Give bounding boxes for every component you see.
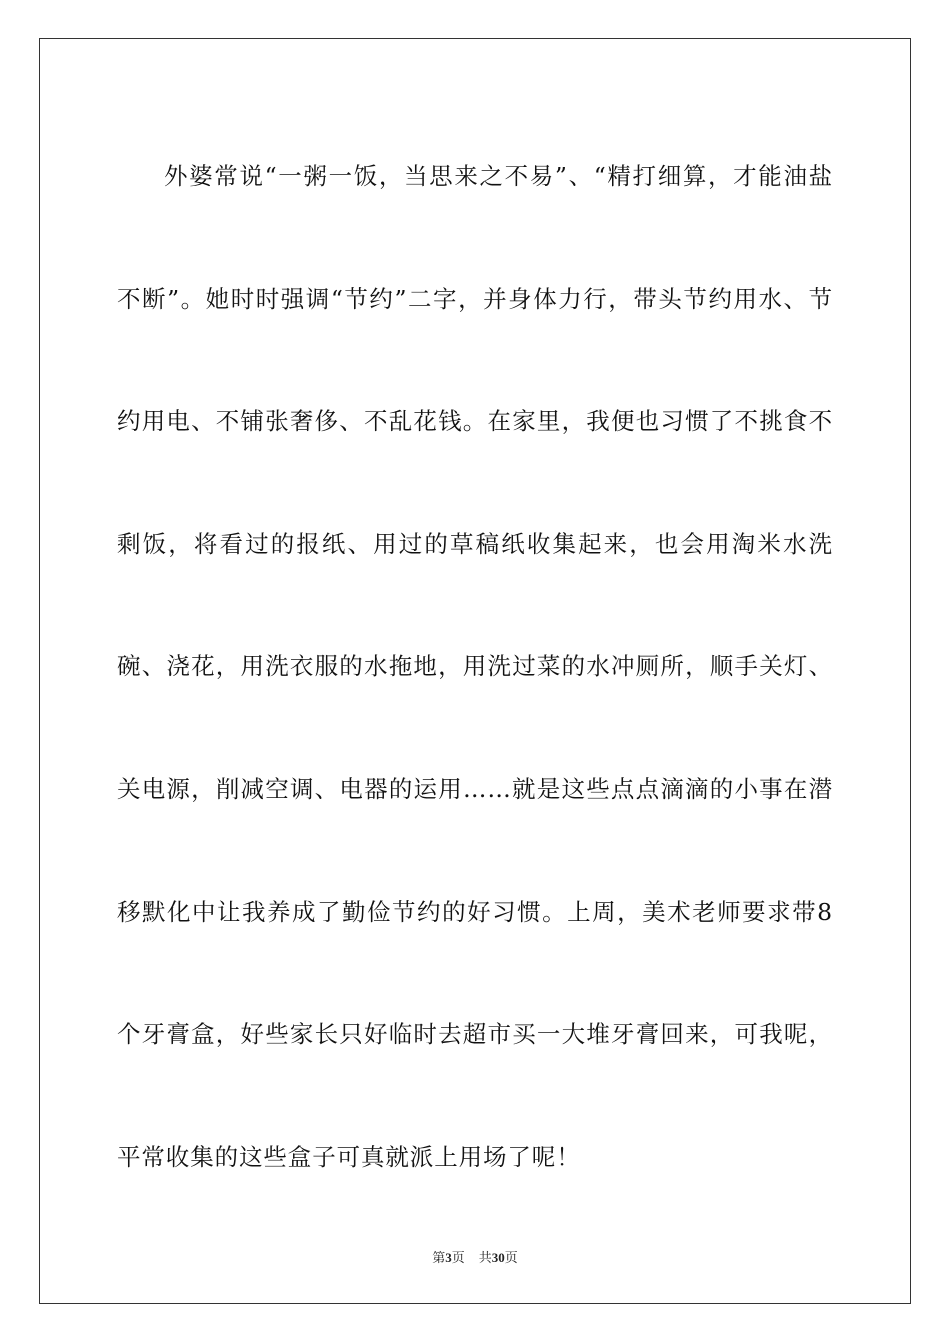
footer-total-prefix: 共 xyxy=(478,1251,492,1266)
footer-total-pages: 30 xyxy=(491,1250,505,1265)
page-footer xyxy=(0,1247,950,1266)
footer-page-prefix: 第 xyxy=(432,1251,446,1266)
footer-page-suffix: 页 xyxy=(451,1251,465,1266)
footer-total-suffix: 页 xyxy=(504,1251,518,1266)
footer-current-page: 3 xyxy=(445,1250,452,1265)
body-paragraph: 外婆常说“一粥一饭，当思来之不易”、“精打细算，才能油盐不断”。她时时强调“节约”二字，并身体力行，带头节约用水、节约用电、不铺张奢侈、不乱花钱。在家里，我便也习惯了不挑食不剩饭，将看过的报纸、用过的草稿纸收集起来，也会用淘米水洗碗、浇花，用洗衣服的水拖地，用洗过菜的水冲厕所，顺手关灯、关电源，削减空调、电器的运用……就是这些点点滴滴的小事在潜移默化中让我养成了勤俭节约的好习惯。上周，美术老师要求带8个牙膏盒，好些家长只好临时去超市买一大堆牙膏回来，可我呢，平常收集的这些盒子可真就派上用场了呢！ xyxy=(117,162,833,1171)
